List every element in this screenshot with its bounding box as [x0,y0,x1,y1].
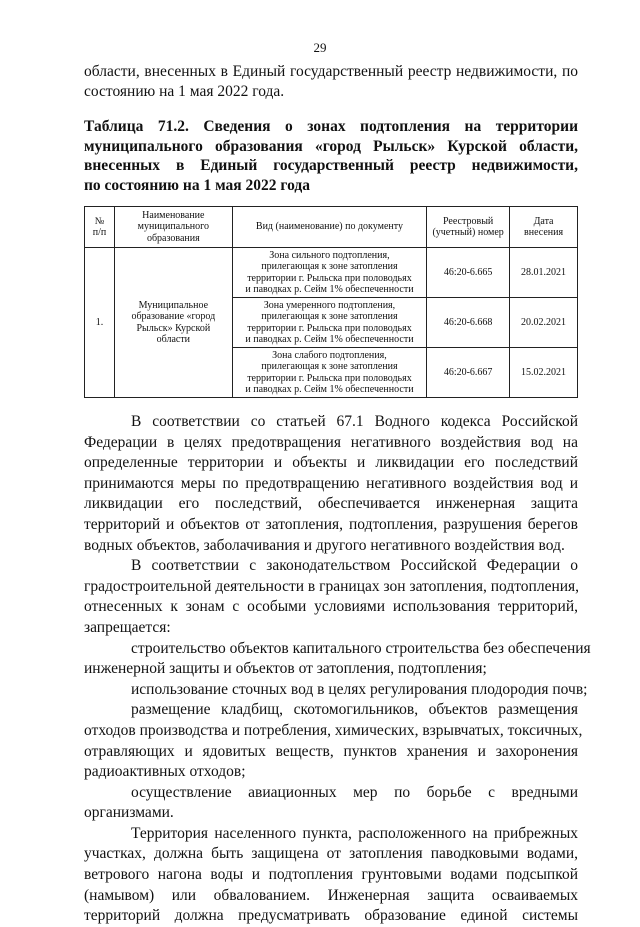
header-kind: Вид (наименование) по документу [232,207,426,248]
table-header-row [85,207,578,248]
date-cell: 28.01.2021 [510,248,578,298]
text-line: осуществление авиационных мер по борьбе с вредными [131,783,578,801]
header-num: № п/п [85,207,115,248]
table-title-line: по состоянию на 1 мая 2022 года [84,176,310,194]
municipality-cell: Муниципальное образование «город Рыльск» Курской области [114,248,232,398]
paragraph [84,783,578,824]
row-number-cell: 1. [85,248,115,398]
paragraph [84,412,578,556]
text-line: отравляющих и ядовитых веществ, пунктов хранения и захоронения [84,742,578,760]
text-line: области, внесенных в Единый государственный реестр недвижимости, по [84,63,578,80]
text-line: радиоактивных отходов; [84,763,246,781]
registry-number-cell: 46:20-6.668 [427,298,510,348]
table-title-line: внесенных в Единый государственный реестр недвижимости, [84,157,578,174]
text-line: градостроительной деятельности в границах зон затопления, подтопления, [84,577,580,595]
text-line: запрещается: [84,618,171,636]
body-text [84,412,591,927]
zone-kind-cell: Зона умеренного подтопления, прилегающая к зоне затопления территории г. Рыльска при половодьях и паводках р. Сейм 1% обеспеченности [232,298,426,348]
paragraph [84,700,583,782]
zone-kind-cell: Зона слабого подтопления, прилегающая к зоне затопления территории г. Рыльска при половодьях и паводках р. Сейм 1% обеспеченности [232,348,426,398]
date-cell: 20.02.2021 [510,298,578,348]
text-line: территорий должна предусматривать образование единой системы [84,907,578,925]
registry-number-cell: 46:20-6.665 [427,248,510,298]
text-line: водных объектов, заболачивания и другого негативного воздействия вод. [84,536,565,554]
text-line: участках, должна быть защищена от затопления паводковыми водами, [84,845,578,863]
text-line: территорий и объектов от затопления, подтопления, разрушения берегов [84,515,578,533]
text-line: использование сточных вод в целях регулирования плодородия почв; [131,680,588,698]
text-line: инженерной защиты и объектов от затопления, подтопления; [84,660,487,678]
text-line: отходов производства и потребления, химических, взрывчатых, токсичных, [84,721,583,739]
registry-number-cell: 46:20-6.667 [427,348,510,398]
zone-kind-cell: Зона сильного подтопления, прилегающая к зоне затопления территории г. Рыльска при половодьях и паводках р. Сейм 1% обеспеченности [232,248,426,298]
table-title-line: муниципального образования «город Рыльск» Курской области, [84,137,578,155]
paragraph [84,556,578,638]
text-line: ветрового нагона воды и подтопления грунтовыми водами подсыпкой [84,866,578,884]
text-line: В соответствии с законодательством Российской Федерации о [131,557,578,575]
paragraph [84,824,578,927]
text-line: организмами. [84,804,174,822]
text-line: Федерации в целях предотвращения негативного воздействия вод на [84,433,578,451]
paragraph [84,639,591,680]
text-line: В соответствии со статьей 67.1 Водного кодекса Российской [131,413,578,430]
flood-zones-table [84,206,578,398]
text-line: состоянию на 1 мая 2022 года. [84,83,285,100]
page-number: 29 [313,40,327,55]
table-row [85,248,578,298]
paragraph [84,680,588,701]
text-line: строительство объектов капитального строительства без обеспечения [131,639,591,657]
header-registry-number: Реестровый (учетный) номер [427,207,510,248]
text-line: Территория населенного пункта, расположенного на прибрежных [131,824,578,842]
text-line: размещение кладбищ, скотомогильников, объектов размещения [131,701,578,719]
table-title [84,117,578,195]
header-municipality: Наименование муниципального образования [114,207,232,248]
text-line: принимаются меры по предотвращению негативного воздействия вод и [84,474,578,492]
text-line: ликвидации его последствий, обеспечивается инженерная защита [84,495,578,513]
table-title-line: Таблица 71.2. Сведения о зонах подтопления на территории [84,118,578,135]
text-line: (намывом) или обвалованием. Инженерная защита осваиваемых [84,886,578,904]
lead-paragraph [84,62,578,102]
header-date: Дата внесения [510,207,578,248]
date-cell: 15.02.2021 [510,348,578,398]
text-line: определенные территории и объекты и ликвидации его последствий [84,454,578,472]
text-line: отнесенных к зонам с особыми условиями использования территорий, [84,598,578,616]
